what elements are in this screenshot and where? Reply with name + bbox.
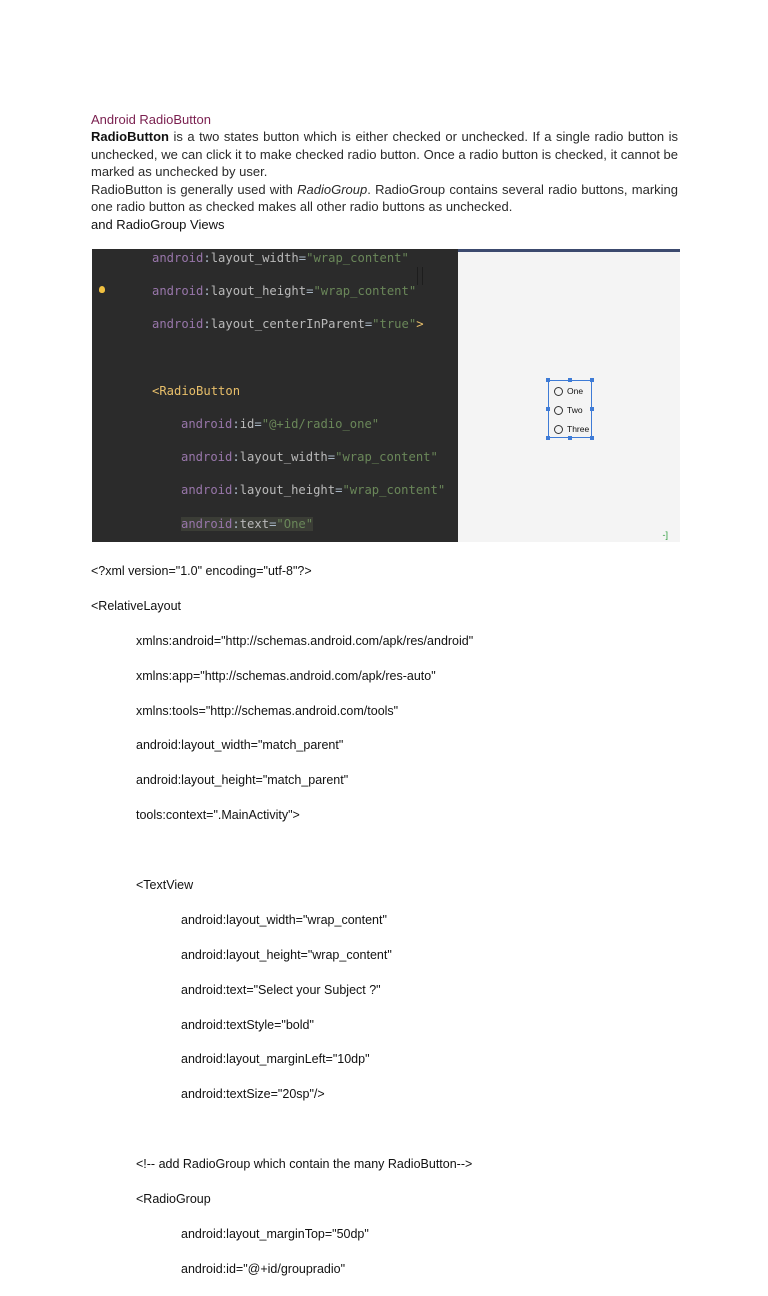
ide-screenshot (92, 249, 680, 542)
code-line: <RadioButton (152, 383, 241, 398)
intro-paragraph (91, 128, 678, 181)
xml-line: android:layout_marginTop="50dp" (181, 1226, 369, 1241)
resize-handle[interactable] (546, 407, 550, 411)
resize-handle[interactable] (590, 436, 594, 440)
code-line: android:layout_width="wrap_content" (152, 251, 409, 265)
xml-line: <?xml version="1.0" encoding="utf-8"?> (91, 564, 312, 578)
xml-line: xmlns:android="http://schemas.android.com/apk/res/android" (136, 633, 474, 648)
resize-handle[interactable] (590, 378, 594, 382)
xml-line: android:layout_width="wrap_content" (181, 912, 387, 927)
radiogroup-text: . RadioGroup contains several radio buttons, marking one radio button as checked makes all other radio buttons as unchecked. (91, 181, 679, 214)
code-line: android:text="One" (181, 516, 314, 531)
xml-line: android:layout_height="match_parent" (136, 773, 349, 788)
intro-term: RadioButton (91, 129, 169, 144)
radio-circle-icon (554, 406, 563, 415)
code-editor (92, 249, 458, 542)
subheading: and RadioGroup Views (91, 216, 225, 232)
xml-line: xmlns:app="http://schemas.android.com/apk/res-auto" (136, 668, 436, 683)
xml-line: android:textSize="20sp"/> (181, 1087, 325, 1102)
resize-handle[interactable] (546, 436, 550, 440)
radio-button-two[interactable]: Two (554, 402, 583, 418)
code-line: android:layout_centerInParent="true"> (152, 317, 424, 332)
code-line (92, 350, 445, 367)
xml-line (91, 1121, 473, 1138)
code-line: android:layout_width="wrap_content" (181, 450, 438, 465)
xml-line: xmlns:tools="http://schemas.android.com/tools" (136, 703, 399, 718)
radio-group-selection[interactable] (548, 380, 592, 438)
radio-circle-icon (554, 425, 563, 434)
resize-handle[interactable] (546, 378, 550, 382)
xml-line: android:layout_width="match_parent" (136, 738, 344, 753)
article (91, 111, 678, 233)
xml-line: <RadioGroup (136, 1192, 211, 1207)
code-line: android:id="@+id/radio_one" (181, 416, 380, 431)
intro-text: is a two states button which is either checked or unchecked. If a single radio button is unchecked, we can click it to make checked radio button. Once a radio button is checked, it cannot be marked as unchecked by user. (91, 129, 678, 179)
xml-line: android:id="@+id/groupradio" (181, 1261, 346, 1276)
code-line: android:layout_height="wrap_content" (152, 284, 417, 299)
xml-line: tools:context=".MainActivity"> (136, 808, 300, 823)
xml-line: <RelativeLayout (91, 598, 181, 613)
xml-line: <!-- add RadioGroup which contain the many RadioButton--> (136, 1157, 473, 1172)
xml-line: android:textStyle="bold" (181, 1017, 314, 1032)
radiogroup-lead: RadioButton is generally used with (91, 181, 298, 197)
radiogroup-paragraph (91, 181, 678, 216)
text-cursor-icon (417, 267, 423, 285)
xml-line: android:layout_marginLeft="10dp" (181, 1052, 370, 1067)
xml-line: android:layout_height="wrap_content" (181, 947, 392, 962)
radiogroup-term: RadioGroup (297, 181, 368, 197)
article-heading: Android RadioButton (91, 112, 211, 127)
xml-listing (91, 563, 473, 1296)
preview-top-bar (458, 249, 680, 252)
preview-corner-mark: -] (662, 530, 668, 540)
code-listing (92, 250, 445, 542)
radio-circle-icon (554, 387, 563, 396)
radio-button-one[interactable]: One (554, 383, 583, 399)
xml-line (91, 842, 473, 859)
resize-handle[interactable] (568, 378, 572, 382)
radio-button-three[interactable]: Three (554, 421, 589, 437)
code-line: android:layout_height="wrap_content" (181, 483, 446, 498)
xml-line: android:text="Select your Subject ?" (181, 982, 381, 997)
xml-line: <TextView (136, 878, 194, 893)
resize-handle[interactable] (590, 407, 594, 411)
